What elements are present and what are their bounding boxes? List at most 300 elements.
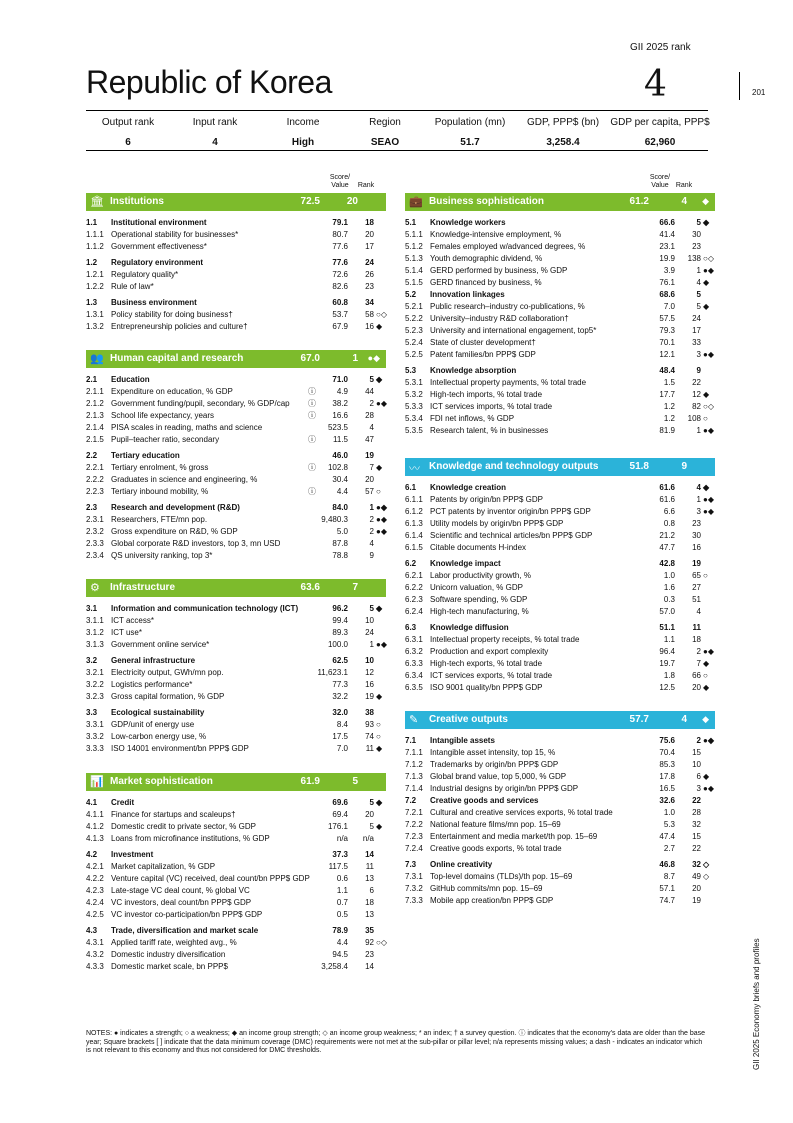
indicator-row <box>86 691 386 703</box>
key-indicator-value: 3,258.4 <box>546 137 580 148</box>
indicator-rank: 17 <box>365 242 374 251</box>
indicator-score: 7.0 <box>336 744 348 753</box>
indicator-code: 1.3 <box>86 298 98 307</box>
indicator-rank: 17 <box>692 326 701 335</box>
indicator-code: 6.2 <box>405 559 417 568</box>
indicator-code: 6.3.3 <box>405 659 423 668</box>
indicator-row <box>86 241 386 253</box>
wave-icon: 〰 <box>409 463 420 475</box>
indicator-score: 23.1 <box>659 242 675 251</box>
indicator-rank: 3 <box>696 507 701 516</box>
indicator-name: Cultural and creative services exports, % total trade <box>430 808 613 817</box>
indicator-code: 3.3 <box>86 708 98 717</box>
indicator-rank: 82 <box>692 402 701 411</box>
subpillar-row <box>405 365 715 377</box>
indicator-score: 89.3 <box>332 628 348 637</box>
pillar-rank: 20 <box>346 196 358 207</box>
indicator-rank: 10 <box>692 760 701 769</box>
indicator-rank: 35 <box>365 926 374 935</box>
strength-marker: ●◆ <box>376 515 387 524</box>
indicator-score: 94.5 <box>332 950 348 959</box>
indicator-name: Patents by origin/bn PPP$ GDP <box>430 495 543 504</box>
indicator-code: 3.3.1 <box>86 720 104 729</box>
indicator-rank: 49 <box>692 872 701 881</box>
indicator-rank: 20 <box>692 884 701 893</box>
indicator-code: 5.1.4 <box>405 266 423 275</box>
indicator-score: 4.9 <box>336 387 348 396</box>
strength-marker: ●◆ <box>376 503 387 512</box>
indicator-name: Expenditure on education, % GDP <box>111 387 233 396</box>
indicator-row <box>405 377 715 389</box>
indicator-name: Tertiary education <box>111 451 180 460</box>
strength-marker: ○ <box>376 720 381 729</box>
gears-icon: ⚙ <box>90 582 100 594</box>
indicator-score: 60.8 <box>332 298 348 307</box>
indicator-row <box>405 871 715 883</box>
subpillar-row <box>86 797 386 809</box>
indicator-score: 57.5 <box>659 314 675 323</box>
subpillar-row <box>405 217 715 229</box>
indicator-row <box>86 486 386 498</box>
strength-marker: ○◇ <box>703 402 714 411</box>
indicator-name: Regulatory environment <box>111 258 204 267</box>
indicator-rank: 92 <box>365 938 374 947</box>
indicator-rank: 65 <box>692 571 701 580</box>
chart-icon: 📊 <box>90 776 104 788</box>
divider <box>739 72 740 100</box>
indicator-code: 6.3.4 <box>405 671 423 680</box>
indicator-row <box>86 474 386 486</box>
pillar-rank: 4 <box>681 196 687 207</box>
indicator-row <box>405 843 715 855</box>
indicator-rank: 23 <box>692 519 701 528</box>
indicator-rank: 108 <box>687 414 701 423</box>
indicator-code: 6.2.2 <box>405 583 423 592</box>
indicator-row <box>86 550 386 562</box>
indicator-code: 1.3.1 <box>86 310 104 319</box>
indicator-rank: 13 <box>365 874 374 883</box>
indicator-rank: n/a <box>362 834 374 843</box>
indicator-row <box>86 937 386 949</box>
country-name: Republic of Korea <box>86 64 332 100</box>
pillar-score: 72.5 <box>300 196 320 207</box>
indicator-score: 78.9 <box>332 926 348 935</box>
indicator-name: QS university ranking, top 3* <box>111 551 213 560</box>
indicator-score: 69.4 <box>332 810 348 819</box>
subpillar-row <box>86 217 386 229</box>
indicator-score: 32.6 <box>659 796 675 805</box>
key-indicator-label: Output rank <box>101 117 155 128</box>
indicator-rank: 16 <box>692 543 701 552</box>
indicator-name: High-tech imports, % total trade <box>430 390 543 399</box>
indicator-code: 5.1.1 <box>405 230 423 239</box>
indicator-rank: 26 <box>365 270 374 279</box>
indicator-code: 5.2.1 <box>405 302 423 311</box>
strength-marker: ◆ <box>376 322 383 331</box>
indicator-score: 3,258.4 <box>321 962 348 971</box>
indicator-name: Domestic industry diversification <box>111 950 226 959</box>
subpillar-row <box>405 735 715 747</box>
indicator-row <box>405 277 715 289</box>
indicator-rank: 14 <box>365 962 374 971</box>
indicator-name: General infrastructure <box>111 656 196 665</box>
indicator-rank: 23 <box>365 950 374 959</box>
indicator-name: ICT access* <box>111 616 154 625</box>
indicator-rank: 19 <box>692 559 701 568</box>
indicator-rank: 30 <box>692 230 701 239</box>
indicator-rank: 5 <box>369 822 374 831</box>
indicator-score: 77.6 <box>332 258 348 267</box>
indicator-score: 8.7 <box>663 872 675 881</box>
indicator-score: 16.6 <box>332 411 348 420</box>
indicator-rank: 20 <box>365 230 374 239</box>
indicator-name: GitHub commits/mn pop. 15–69 <box>430 884 543 893</box>
indicator-row <box>86 434 386 446</box>
indicator-row <box>86 873 386 885</box>
indicator-name: Government funding/pupil, secondary, % GDP/cap <box>111 399 290 408</box>
indicator-score: 32.0 <box>332 708 348 717</box>
key-indicator-label: Input rank <box>192 117 238 128</box>
indicator-score: 0.5 <box>336 910 348 919</box>
indicator-code: 4.3 <box>86 926 98 935</box>
indicator-name: Knowledge-intensive employment, % <box>430 230 562 239</box>
palette-icon: ✎ <box>409 714 419 726</box>
indicator-rank: 5 <box>696 218 701 227</box>
indicator-name: Business environment <box>111 298 197 307</box>
strength-marker: ◆ <box>376 463 383 472</box>
indicator-name: Citable documents H-index <box>430 543 527 552</box>
indicator-rank: 2 <box>369 399 374 408</box>
indicator-score: 11,623.1 <box>317 668 348 677</box>
indicator-score: 117.5 <box>328 862 348 871</box>
indicator-row <box>405 518 715 530</box>
indicator-code: 2.1.2 <box>86 399 104 408</box>
strength-marker: ◆ <box>376 822 383 831</box>
indicator-name: Entrepreneurship policies and culture† <box>111 322 248 331</box>
data-age-marker: ⓘ <box>308 463 316 472</box>
indicator-code: 7.2.2 <box>405 820 423 829</box>
strength-marker: ●◆ <box>703 426 714 435</box>
subpillar-row <box>86 374 386 386</box>
indicator-name: Ecological sustainability <box>111 708 205 717</box>
strength-marker: ○ <box>703 571 708 580</box>
indicator-name: Females employed w/advanced degrees, % <box>430 242 586 251</box>
indicator-score: 57.1 <box>659 884 675 893</box>
indicator-rank: 6 <box>369 886 374 895</box>
indicator-rank: 44 <box>365 387 374 396</box>
indicator-code: 2.3 <box>86 503 98 512</box>
indicator-name: Applied tariff rate, weighted avg., % <box>111 938 237 947</box>
indicator-score: 1.0 <box>663 571 675 580</box>
notes: NOTES: ● indicates a strength; ○ a weakness; ◆ an income group strength; ◇ an income group weakness; * an index; † a survey question. ⓘ indicates that the economy's data are older than the base year; Square brackets [ ] indicate that the data minimum coverage (DMC) requirements were not met at the sub-pillar or pillar level; n/a represents missing values; a dash - indicates an indicator which is not relevant to this economy and thus not considered for DMC thresholds. <box>86 1030 706 1054</box>
indicator-row <box>405 425 715 437</box>
indicator-score: 47.7 <box>659 543 675 552</box>
indicator-score: 47.4 <box>659 832 675 841</box>
pillar-name: Human capital and research <box>110 353 244 364</box>
indicator-code: 6.1.3 <box>405 519 423 528</box>
pillar-name: Creative outputs <box>429 714 508 725</box>
indicator-name: Gross capital formation, % GDP <box>111 692 225 701</box>
subpillar-row <box>405 622 715 634</box>
indicator-code: 5.3.4 <box>405 414 423 423</box>
indicator-row <box>405 325 715 337</box>
indicator-code: 1.1 <box>86 218 98 227</box>
indicator-score: 19.9 <box>659 254 675 263</box>
indicator-row <box>86 833 386 845</box>
data-age-marker: ⓘ <box>308 487 316 496</box>
pillar-score: 51.8 <box>629 461 649 472</box>
indicator-score: 46.0 <box>332 451 348 460</box>
key-indicator-label: GDP per capita, PPP$ <box>610 117 710 128</box>
pillar-rank: 9 <box>681 461 687 472</box>
strength-marker: ○ <box>376 487 381 496</box>
indicator-name: Public research–industry co-publications, % <box>430 302 585 311</box>
pillar-score: 61.9 <box>300 776 320 787</box>
indicator-score: 5.3 <box>663 820 675 829</box>
indicator-rank: 15 <box>692 748 701 757</box>
indicator-row <box>405 530 715 542</box>
key-indicator-value: 62,960 <box>644 137 676 148</box>
indicator-name: Creative goods and services <box>430 796 539 805</box>
indicator-name: Policy stability for doing business† <box>111 310 233 319</box>
indicator-name: High-tech manufacturing, % <box>430 607 529 616</box>
indicator-score: 46.8 <box>659 860 675 869</box>
indicator-code: 3.3.2 <box>86 732 104 741</box>
indicator-code: 3.1.3 <box>86 640 104 649</box>
pillar-header <box>86 773 386 791</box>
indicator-row <box>86 398 386 410</box>
indicator-score: 12.1 <box>659 350 675 359</box>
indicator-score: 6.6 <box>663 507 675 516</box>
indicator-rank: 5 <box>369 798 374 807</box>
indicator-name: Youth demographic dividend, % <box>430 254 543 263</box>
key-indicator-value: High <box>291 137 315 148</box>
indicator-code: 5.3.3 <box>405 402 423 411</box>
indicator-code: 1.1.1 <box>86 230 104 239</box>
indicator-score: 100.0 <box>327 640 348 649</box>
indicator-name: PCT patents by inventor origin/bn PPP$ GDP <box>430 507 591 516</box>
subpillar-row <box>86 707 386 719</box>
indicator-name: Global corporate R&D investors, top 3, mn USD <box>111 539 281 548</box>
indicator-rank: 2 <box>696 647 701 656</box>
indicator-code: 6.3.1 <box>405 635 423 644</box>
indicator-row <box>405 646 715 658</box>
indicator-name: ICT services imports, % total trade <box>430 402 553 411</box>
indicator-rank: 1 <box>696 426 701 435</box>
subpillar-row <box>86 257 386 269</box>
indicator-rank: 30 <box>692 531 701 540</box>
indicator-rank: 3 <box>696 784 701 793</box>
indicator-row <box>405 895 715 907</box>
indicator-name: ICT services exports, % total trade <box>430 671 553 680</box>
indicator-code: 7.1.4 <box>405 784 423 793</box>
indicator-name: Late-stage VC deal count, % global VC <box>111 886 250 895</box>
strength-marker: ◆ <box>703 772 710 781</box>
indicator-code: 1.2.1 <box>86 270 104 279</box>
pillar-score: 67.0 <box>300 353 320 364</box>
indicator-code: 4.2 <box>86 850 98 859</box>
indicator-code: 1.2 <box>86 258 98 267</box>
indicator-score: 1.2 <box>663 414 675 423</box>
indicator-rank: 93 <box>365 720 374 729</box>
divider <box>86 150 708 151</box>
strength-marker: ◇ <box>703 860 710 869</box>
indicator-score: 11.5 <box>333 435 348 444</box>
indicator-score: 84.0 <box>332 503 348 512</box>
indicator-score: 4.4 <box>336 938 348 947</box>
indicator-rank: 19 <box>692 896 701 905</box>
indicator-row <box>405 349 715 361</box>
indicator-code: 7.3.2 <box>405 884 423 893</box>
strength-marker: ●◆ <box>703 784 714 793</box>
indicator-code: 5.3 <box>405 366 417 375</box>
strength-marker: ◆ <box>703 390 710 399</box>
subpillar-row <box>86 849 386 861</box>
indicator-row <box>405 807 715 819</box>
indicator-score: 79.3 <box>659 326 675 335</box>
indicator-score: n/a <box>336 834 348 843</box>
indicator-code: 5.1.5 <box>405 278 423 287</box>
indicator-rank: 10 <box>365 656 374 665</box>
indicator-score: 102.8 <box>327 463 348 472</box>
indicator-score: 523.5 <box>327 423 348 432</box>
indicator-code: 3.3.3 <box>86 744 104 753</box>
indicator-score: 74.7 <box>659 896 675 905</box>
strength-marker: ●◆ <box>376 527 387 536</box>
indicator-code: 2.2 <box>86 451 98 460</box>
key-indicator-value: SEAO <box>370 137 400 148</box>
strength-marker: ◆ <box>376 604 383 613</box>
indicator-score: 0.3 <box>663 595 675 604</box>
indicator-score: 96.2 <box>332 604 348 613</box>
indicator-rank: 47 <box>365 435 374 444</box>
indicator-code: 4.1.2 <box>86 822 104 831</box>
indicator-code: 1.1.2 <box>86 242 104 251</box>
indicator-rank: 20 <box>365 475 374 484</box>
indicator-score: 0.6 <box>336 874 348 883</box>
indicator-rank: 24 <box>692 314 701 323</box>
strength-marker: ●◆ <box>703 507 714 516</box>
key-indicator-label: Population (mn) <box>434 117 506 128</box>
indicator-rank: 20 <box>692 683 701 692</box>
indicator-score: 9,480.3 <box>321 515 348 524</box>
indicator-rank: 22 <box>692 378 701 387</box>
indicator-name: ISO 9001 quality/bn PPP$ GDP <box>430 683 543 692</box>
subpillar-row <box>405 558 715 570</box>
indicator-score: 30.4 <box>332 475 348 484</box>
key-indicator <box>605 117 715 148</box>
indicator-score: 17.7 <box>659 390 675 399</box>
indicator-name: Innovation linkages <box>430 290 505 299</box>
indicator-code: 7.3 <box>405 860 417 869</box>
indicator-name: Research talent, % in businesses <box>430 426 549 435</box>
indicator-code: 4.1.1 <box>86 810 104 819</box>
indicator-rank: 23 <box>365 282 374 291</box>
indicator-score: 70.4 <box>659 748 675 757</box>
indicator-rank: 3 <box>696 350 701 359</box>
indicator-row <box>405 241 715 253</box>
indicator-score: 7.0 <box>663 302 675 311</box>
indicator-rank: 2 <box>696 736 701 745</box>
indicator-code: 2.2.2 <box>86 475 104 484</box>
rank-column-header: Rank <box>675 182 693 189</box>
indicator-row <box>405 819 715 831</box>
indicator-code: 4.3.3 <box>86 962 104 971</box>
indicator-name: Rule of law* <box>111 282 154 291</box>
indicator-code: 7.2.1 <box>405 808 423 817</box>
indicator-name: Trade, diversification and market scale <box>111 926 259 935</box>
strength-marker: ◆ <box>703 302 710 311</box>
indicator-name: School life expectancy, years <box>111 411 215 420</box>
indicator-rank: 58 <box>365 310 374 319</box>
indicator-row <box>405 747 715 759</box>
indicator-rank: 32 <box>692 860 701 869</box>
key-indicator-label: Region <box>369 117 401 128</box>
strength-marker: ●◆ <box>703 647 714 656</box>
indicator-code: 1.3.2 <box>86 322 104 331</box>
indicator-rank: 66 <box>692 671 701 680</box>
indicator-code: 7.2.3 <box>405 832 423 841</box>
indicator-score: 41.4 <box>659 230 675 239</box>
indicator-row <box>405 783 715 795</box>
key-indicator-value: 6 <box>125 137 131 148</box>
indicator-row <box>86 909 386 921</box>
indicator-rank: 34 <box>365 298 374 307</box>
subpillar-row <box>86 925 386 937</box>
strength-marker: ●◆ <box>376 399 387 408</box>
indicator-row <box>405 253 715 265</box>
strength-marker: ○◇ <box>376 310 387 319</box>
score-column-header: Score/ Value <box>649 174 671 189</box>
indicator-code: 3.1.1 <box>86 616 104 625</box>
indicator-code: 5.3.5 <box>405 426 423 435</box>
indicator-row <box>86 743 386 755</box>
indicator-code: 2.1.4 <box>86 423 104 432</box>
subpillar-row <box>86 450 386 462</box>
indicator-rank: 22 <box>692 844 701 853</box>
indicator-rank: 9 <box>369 551 374 560</box>
indicator-score: 38.2 <box>332 399 348 408</box>
indicator-score: 61.6 <box>659 483 675 492</box>
indicator-score: 16.5 <box>659 784 675 793</box>
pillar-score: 61.2 <box>629 196 649 207</box>
indicator-code: 3.1 <box>86 604 98 613</box>
indicator-row <box>405 831 715 843</box>
indicator-row <box>405 594 715 606</box>
indicator-row <box>86 386 386 398</box>
indicator-rank: 6 <box>696 772 701 781</box>
subpillar-row <box>86 502 386 514</box>
indicator-row <box>405 542 715 554</box>
indicator-row <box>86 462 386 474</box>
indicator-code: 7.3.1 <box>405 872 423 881</box>
page-number: 201 <box>752 88 766 97</box>
indicator-name: Production and export complexity <box>430 647 549 656</box>
indicator-score: 32.2 <box>332 692 348 701</box>
pillar-score: 57.7 <box>629 714 649 725</box>
indicator-rank: 11 <box>365 744 374 753</box>
indicator-row <box>86 615 386 627</box>
indicator-score: 99.4 <box>332 616 348 625</box>
indicator-rank: 18 <box>692 635 701 644</box>
data-age-marker: ⓘ <box>308 399 316 408</box>
indicator-name: Venture capital (VC) received, deal count/bn PPP$ GDP <box>111 874 310 883</box>
indicator-score: 2.7 <box>663 844 675 853</box>
pillar-name: Market sophistication <box>110 776 213 787</box>
rank-column-header: Rank <box>357 182 375 189</box>
indicator-rank: 7 <box>369 463 374 472</box>
indicator-rank: 11 <box>365 862 374 871</box>
